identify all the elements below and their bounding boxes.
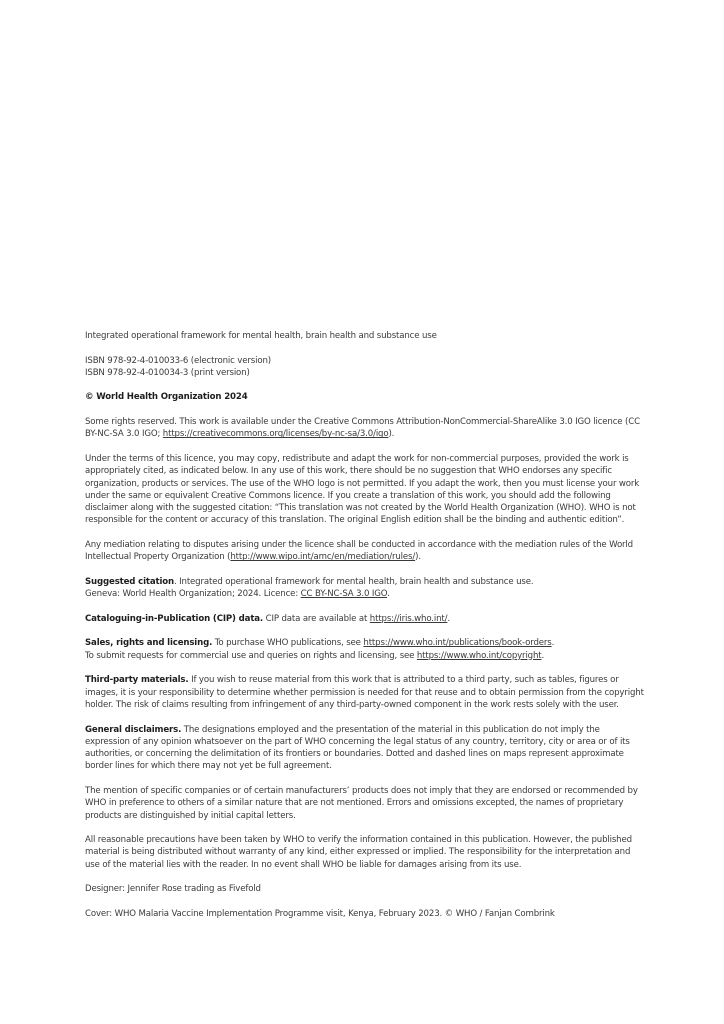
book-orders-link[interactable]: https://www.who.int/publications/book-orders	[363, 638, 552, 649]
licence-link[interactable]: CC BY-NC-SA 3.0 IGO	[300, 589, 388, 600]
third-party-text: If you wish to reuse material from this work that is attributed to a third party, such as tables, figures or images, it is your responsibility to determine whether permission is needed for that reuse and to obtain permission from the copyright holder. The risk of claims resulting from infringement of any third-party-owned component in the work rests solely with the user.	[85, 675, 644, 710]
designer-credit: Designer: Jennifer Rose trading as Fivefold	[85, 884, 261, 895]
rights-end: ).	[388, 429, 395, 440]
cip-text: CIP data are available at	[263, 613, 370, 624]
third-party-paragraph	[85, 674, 645, 711]
mediation-paragraph	[85, 539, 645, 564]
isbn-electronic: ISBN 978-92-4-010033-6 (electronic version)	[85, 355, 271, 366]
citation-line-1	[85, 576, 645, 588]
citation-text-1: . Integrated operational framework for mental health, brain health and substance use.	[173, 576, 534, 587]
sales-paragraph	[85, 637, 645, 662]
sales-text-1: To purchase WHO publications, see	[212, 638, 364, 649]
companies-paragraph: The mention of specific companies or of certain manufacturers’ products does not imply that they are endorsed or recommended by WHO in preference to others of a similar nature that are not mentioned. Errors and omissions excepted, the names of proprietary products are distinguished by initial capital letters.	[85, 785, 638, 821]
citation-text-2: Geneva: World Health Organization; 2024. Licence:	[85, 589, 301, 600]
sales-end-1: .	[551, 638, 555, 649]
sales-line-1	[85, 637, 645, 649]
isbn-block	[85, 355, 645, 380]
disclaimers-text: The designations employed and the presentation of the material in this publication do not imply the expression of any opinion whatsoever on the part of WHO concerning the legal status of any country, territory, city or area or of its authorities, or concerning the delimitation of its frontiers or boundaries. Dotted and dashed lines on maps represent approximate border lines for which there may not yet be full agreement.	[85, 724, 630, 772]
citation-line-2	[85, 588, 645, 600]
mediation-text: Any mediation relating to disputes arising under the licence shall be conducted in accordance with the mediation rules of the World Intellectual Property Organization (	[85, 540, 633, 563]
precautions-paragraph: All reasonable precautions have been taken by WHO to verify the information contained in this publication. However, the published material is being distributed without warranty of any kind, either expressed or implied. The responsibility for the interpretation and use of the material lies with the reader. In no event shall WHO be liable for damages arising from its use.	[85, 835, 632, 870]
sales-label: Sales, rights and licensing.	[85, 638, 213, 649]
iris-link[interactable]: https://iris.who.int/	[369, 613, 448, 624]
isbn-print: ISBN 978-92-4-010034-3 (print version)	[85, 367, 250, 378]
cover-credit: Cover: WHO Malaria Vaccine Implementation Programme visit, Kenya, February 2023. © WHO / Fanjan Combrink	[85, 908, 555, 919]
third-party-label: Third-party materials.	[85, 675, 189, 686]
disclaimers-paragraph	[85, 724, 645, 773]
rights-paragraph	[85, 416, 645, 441]
citation-end: .	[387, 589, 390, 600]
copyright-link[interactable]: https://www.who.int/copyright	[416, 650, 542, 661]
cip-paragraph	[85, 613, 645, 625]
sales-line-2	[85, 650, 645, 662]
citation-label: Suggested citation	[85, 576, 174, 587]
terms-paragraph: Under the terms of this licence, you may copy, redistribute and adapt the work for non-commercial purposes, provided the work is appropriately cited, as indicated below. In any use of this work, there should be no suggestion that WHO endorses any specific organization, products or services. The use of the WHO logo is not permitted. If you adapt the work, then you must license your work under the same or equivalent Creative Commons licence. If you create a translation of this work, you should add the following disclaimer along with the suggested citation: “This translation was not created by the World Health Organization (WHO). WHO is not responsible for the content or accuracy of this translation. The original English edition shall be the binding and authentic edition”.	[85, 453, 640, 526]
creative-commons-link[interactable]: https://creativecommons.org/licenses/by-nc-sa/3.0/igo	[162, 429, 389, 440]
publication-title: Integrated operational framework for mental health, brain health and substance use	[85, 331, 437, 341]
copyright-notice: © World Health Organization 2024	[85, 392, 248, 403]
sales-end-2: .	[541, 650, 545, 661]
rights-text: Some rights reserved. This work is available under the Creative Commons Attribution-NonCommercial-ShareAlike 3.0 IGO licence (CC BY-NC-SA 3.0 IGO;	[85, 417, 640, 440]
cip-end: .	[447, 613, 450, 624]
citation-paragraph	[85, 576, 645, 601]
cip-label: Cataloguing-in-Publication (CIP) data.	[85, 613, 264, 624]
mediation-end: ).	[415, 552, 421, 563]
wipo-mediation-link[interactable]: http://www.wipo.int/amc/en/mediation/rules/	[230, 552, 416, 563]
sales-text-2: To submit requests for commercial use and queries on rights and licensing, see	[85, 650, 417, 661]
disclaimers-label: General disclaimers.	[85, 724, 182, 735]
copyright-page	[85, 330, 645, 933]
